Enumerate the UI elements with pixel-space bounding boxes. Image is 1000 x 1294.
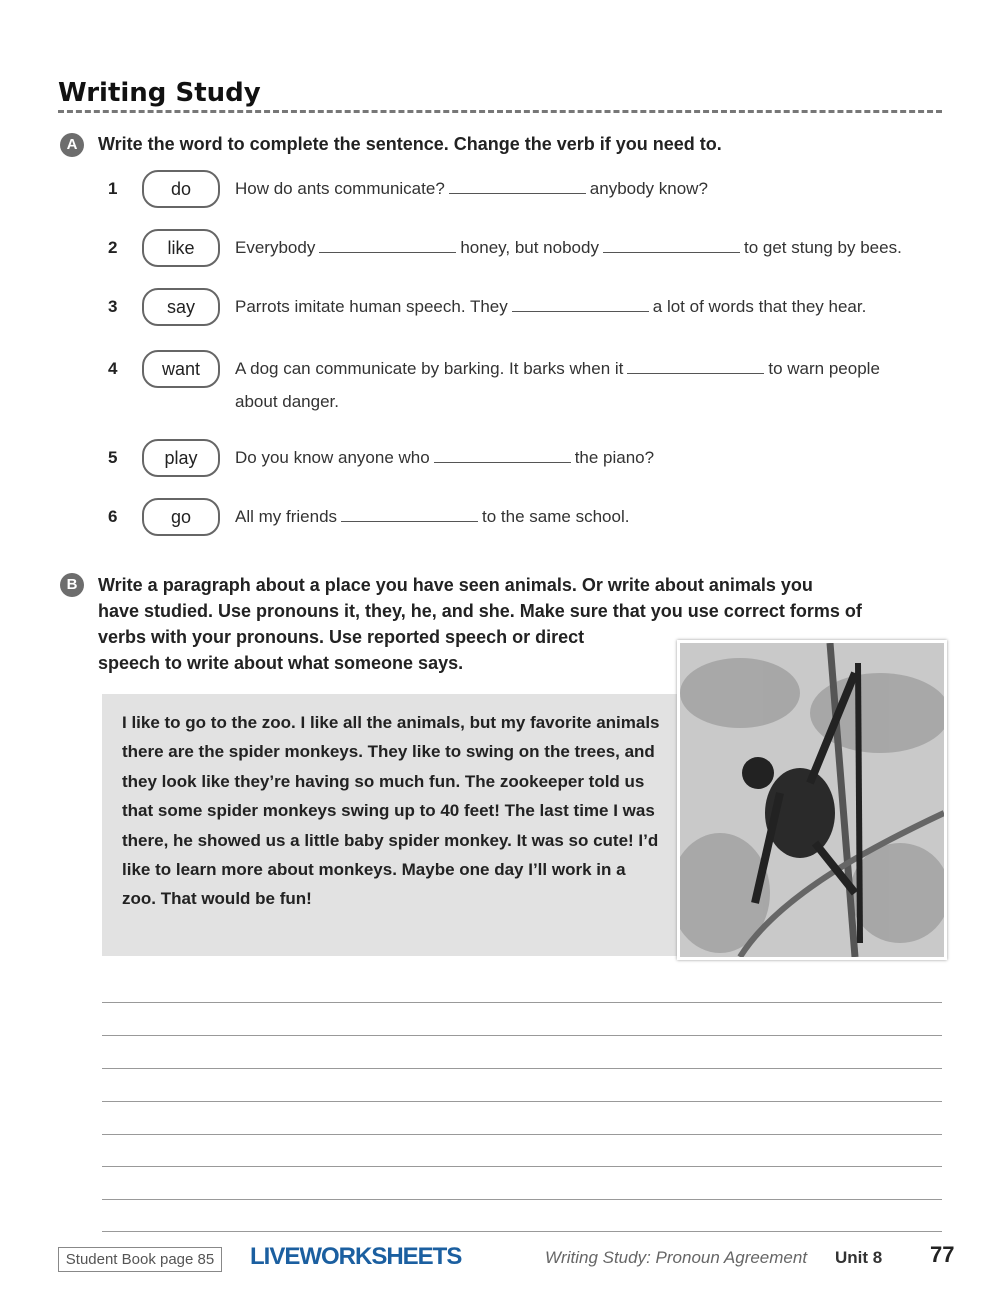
sentence [235, 231, 902, 264]
instruction-line: speech to write about what someone says. [98, 653, 464, 673]
title-divider [58, 110, 942, 113]
sentence-text: honey, but nobody [460, 238, 599, 257]
sentence [235, 500, 629, 533]
sentence-text: anybody know? [589, 179, 708, 198]
answer-blank[interactable] [603, 238, 740, 253]
writing-line[interactable] [102, 1101, 942, 1102]
writing-line[interactable] [102, 1035, 942, 1036]
item-number: 5 [108, 448, 118, 467]
answer-blank[interactable] [449, 179, 586, 194]
answer-blank[interactable] [512, 297, 649, 312]
book-reference: Student Book page 85 [58, 1247, 222, 1272]
liveworksheets-watermark: LIVEWORKSHEETS [250, 1243, 462, 1270]
item-number: 3 [108, 297, 118, 316]
page-number: 77 [930, 1242, 955, 1267]
answer-blank[interactable] [341, 507, 478, 522]
word-pill: do [142, 170, 220, 208]
writing-line[interactable] [102, 1068, 942, 1069]
item-number: 6 [108, 507, 118, 526]
sentence-text: A dog can communicate by barking. It barks when it [235, 359, 624, 378]
sentence-text: to the same school. [482, 507, 630, 526]
section-b-badge: B [60, 573, 84, 597]
sentence-text: All my friends [235, 507, 338, 526]
sentence-text: a lot of words that they hear. [652, 297, 867, 316]
sentence [235, 172, 708, 205]
word-pill: like [142, 229, 220, 267]
sentence-text: about danger. [235, 392, 339, 411]
sentence [235, 441, 654, 474]
section-a-badge: A [60, 133, 84, 157]
word-pill: want [142, 350, 220, 388]
sentence-text: Do you know anyone who [235, 448, 430, 467]
footer-topic: Writing Study: Pronoun Agreement [545, 1248, 808, 1267]
writing-line[interactable] [102, 1231, 942, 1232]
instruction-line: verbs with your pronouns. Use reported speech or direct [98, 627, 585, 647]
instruction-line: Write a paragraph about a place you have seen animals. Or write about animals you [98, 575, 813, 595]
sentence-text: Parrots imitate human speech. They [235, 297, 508, 316]
instruction-line: have studied. Use pronouns it, they, he, and she. Make sure that you use correct forms of [98, 601, 862, 621]
page-title: Writing Study [58, 78, 261, 108]
item-number: 4 [108, 359, 118, 378]
sentence-text: the piano? [574, 448, 655, 467]
sentence-text: Everybody [235, 238, 316, 257]
word-pill: play [142, 439, 220, 477]
word-pill: say [142, 288, 220, 326]
writing-line[interactable] [102, 1134, 942, 1135]
spider-monkey-photo [677, 640, 947, 960]
section-a-instruction: Write the word to complete the sentence. Change the verb if you need to. [98, 134, 722, 154]
item-number: 2 [108, 238, 118, 257]
sentence-text: How do ants communicate? [235, 179, 445, 198]
answer-blank[interactable] [627, 359, 764, 374]
sentence [235, 352, 880, 418]
sentence-text: to warn people [768, 359, 880, 378]
sentence-text: to get stung by bees. [743, 238, 902, 257]
writing-line[interactable] [102, 1002, 942, 1003]
word-pill: go [142, 498, 220, 536]
writing-line[interactable] [102, 1166, 942, 1167]
model-paragraph: I like to go to the zoo. I like all the animals, but my favorite animals there are the spider monkeys. They like to swing on the trees, and they look like they’re having so much fun. The zookeeper told us that some spider monkeys swing up to 40 feet! The last time I was there, he showed us a little baby spider monkey. It was so cute! I’d like to learn more about monkeys. Maybe one day I’ll work in a zoo. That would be fun! [122, 713, 660, 909]
footer-unit: Unit 8 [835, 1248, 883, 1267]
answer-blank[interactable] [319, 238, 456, 253]
answer-blank[interactable] [434, 448, 571, 463]
sentence [235, 290, 866, 323]
writing-line[interactable] [102, 1199, 942, 1200]
item-number: 1 [108, 179, 118, 198]
